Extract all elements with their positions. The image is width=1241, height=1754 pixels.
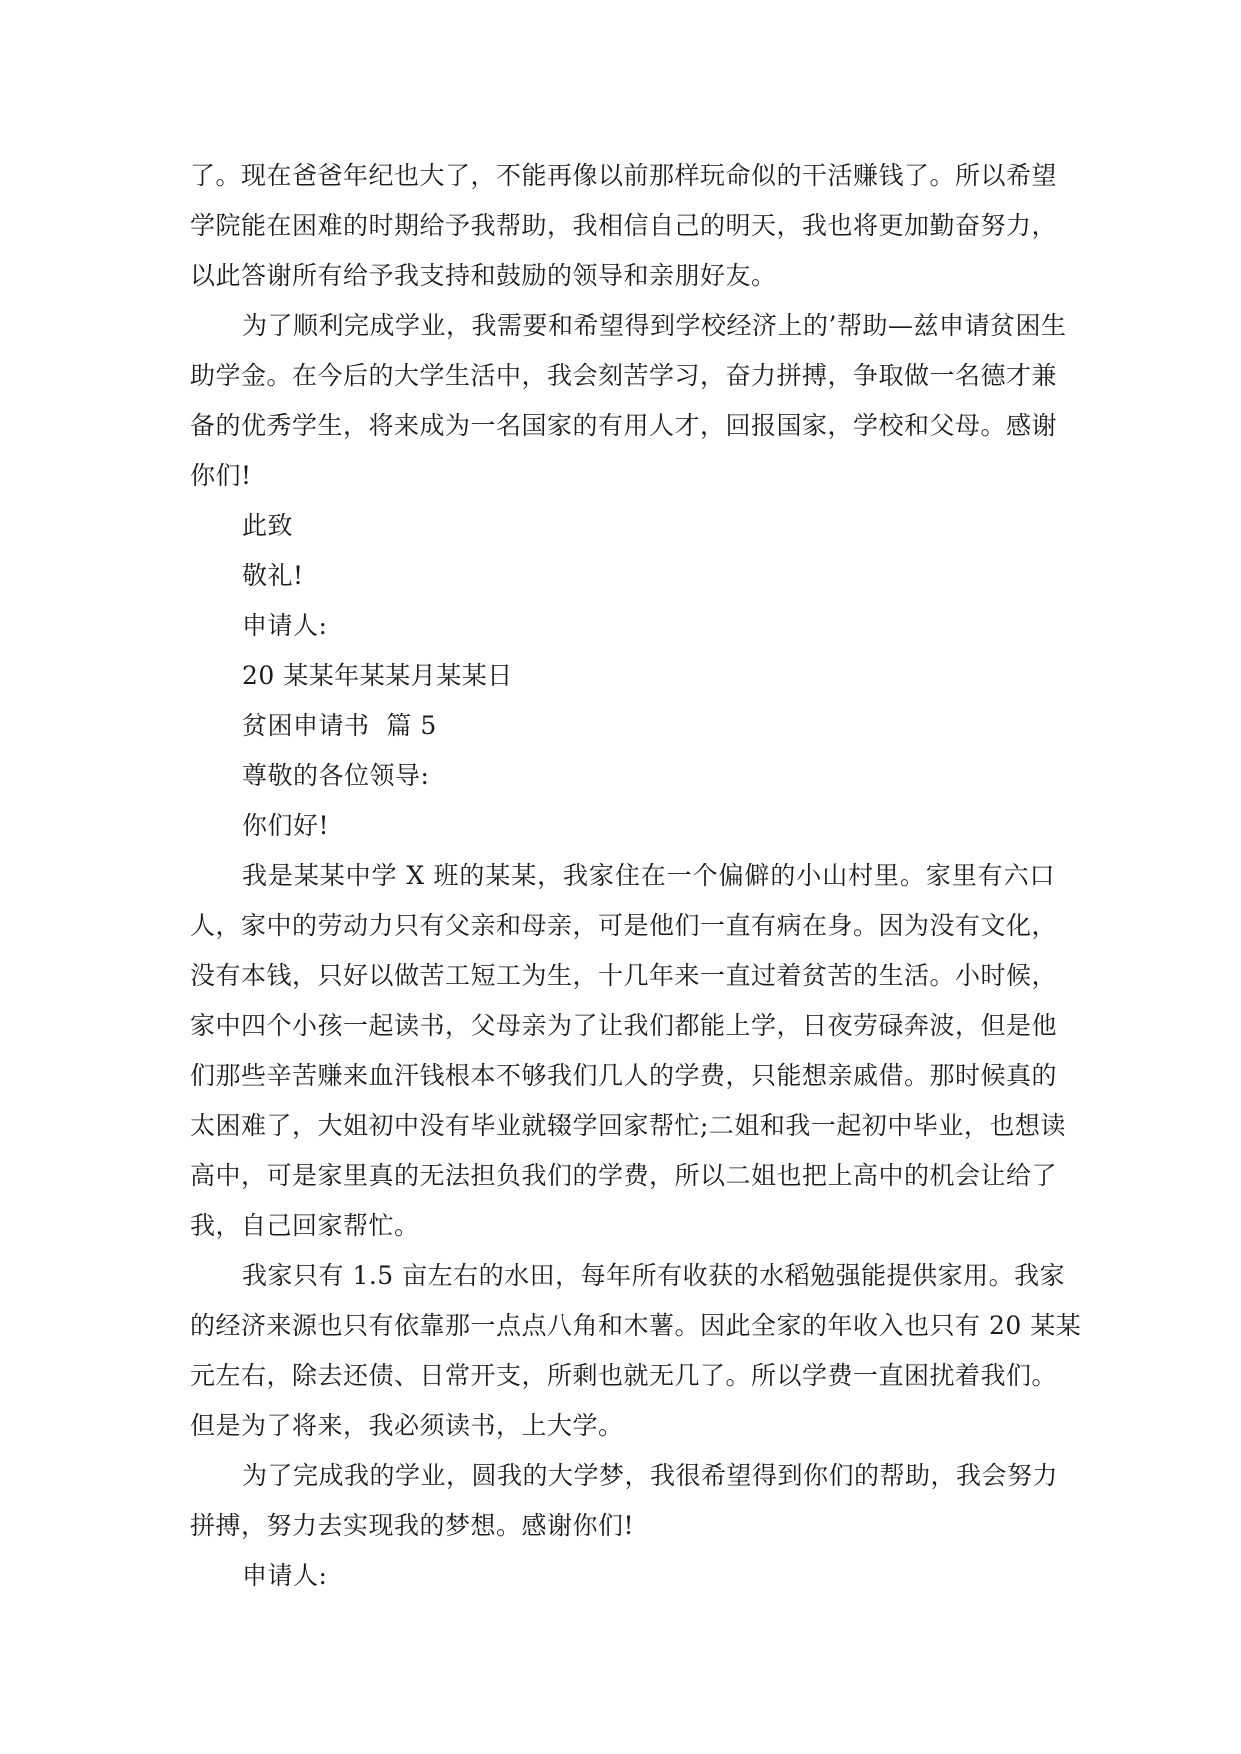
- paragraph-4-line-1: 我家只有 1.5 亩左右的水田，每年所有收获的水稻勉强能提供家用。我家: [242, 1261, 1066, 1290]
- paragraph-5: [190, 1451, 1059, 1551]
- paragraph-1: [190, 151, 1058, 301]
- paragraph-5-line-2: 拼搏，努力去实现我的梦想。感谢你们!: [190, 1511, 635, 1540]
- paragraph-4: [190, 1251, 1082, 1451]
- paragraph-3-line-3: 没有本钱，只好以做苦工短工为生，十几年来一直过着贫苦的生活。小时候，: [190, 961, 1058, 990]
- paragraph-1-line-3: 以此答谢所有给予我支持和鼓励的领导和亲朋好友。: [190, 261, 777, 290]
- paragraph-3-line-1: 我是某某中学 X 班的某某，我家住在一个偏僻的小山村里。家里有六口: [242, 861, 1055, 890]
- paragraph-4-line-4: 但是为了将来，我必须读书，上大学。: [190, 1411, 624, 1440]
- paragraph-3-line-2: 人，家中的劳动力只有父亲和母亲，可是他们一直有病在身。因为没有文化，: [190, 911, 1058, 940]
- paragraph-4-line-2: 的经济来源也只有依靠那一点点八角和木薯。因此全家的年收入也只有 20 某某: [190, 1311, 1082, 1340]
- paragraph-2-line-2: 助学金。在今后的大学生活中，我会刻苦学习，奋力拼搏，争取做一名德才兼: [190, 361, 1058, 390]
- paragraph-3-line-4: 家中四个小孩一起读书，父母亲为了让我们都能上学，日夜劳碌奔波，但是他: [190, 1011, 1058, 1040]
- paragraph-1-line-1: 了。现在爸爸年纪也大了，不能再像以前那样玩命似的干活赚钱了。所以希望: [190, 161, 1058, 190]
- closing-line-2: 敬礼!: [242, 561, 304, 590]
- paragraph-2-line-4: 你们!: [190, 461, 252, 490]
- paragraph-3-line-7: 高中，可是家里真的无法担负我们的学费，所以二姐也把上高中的机会让给了: [190, 1161, 1058, 1190]
- paragraph-2: [190, 301, 1067, 501]
- paragraph-5-line-1: 为了完成我的学业，圆我的大学梦，我很希望得到你们的帮助，我会努力: [242, 1461, 1059, 1490]
- paragraph-3-line-6: 太困难了，大姐初中没有毕业就辍学回家帮忙;二姐和我一起初中毕业，也想读: [190, 1111, 1066, 1140]
- document-body: [190, 151, 1082, 1601]
- greeting: 你们好!: [242, 811, 330, 840]
- paragraph-2-line-3: 备的优秀学生，将来成为一名国家的有用人才，回报国家，学校和父母。感谢: [190, 411, 1058, 440]
- paragraph-3-line-8: 我，自己回家帮忙。: [190, 1211, 420, 1240]
- applicant-label-2: 申请人:: [242, 1561, 328, 1590]
- closing-line-1: 此致: [242, 511, 294, 540]
- paragraph-3: [190, 851, 1066, 1251]
- applicant-label-1: 申请人:: [242, 611, 328, 640]
- date-line: 20 某某年某某月某某日: [242, 661, 513, 690]
- paragraph-2-line-1: 为了顺利完成学业，我需要和希望得到学校经济上的’帮助—兹申请贫困生: [242, 311, 1067, 340]
- paragraph-3-line-5: 们那些辛苦赚来血汗钱根本不够我们几人的学费，只能想亲戚借。那时候真的: [190, 1061, 1058, 1090]
- paragraph-4-line-3: 元左右，除去还债、日常开支，所剩也就无几了。所以学费一直困扰着我们。: [190, 1361, 1058, 1390]
- paragraph-1-line-2: 学院能在困难的时期给予我帮助，我相信自己的明天，我也将更加勤奋努力，: [190, 211, 1058, 240]
- salutation: 尊敬的各位领导:: [242, 761, 430, 790]
- section-title: 贫困申请书 篇 5: [242, 711, 437, 740]
